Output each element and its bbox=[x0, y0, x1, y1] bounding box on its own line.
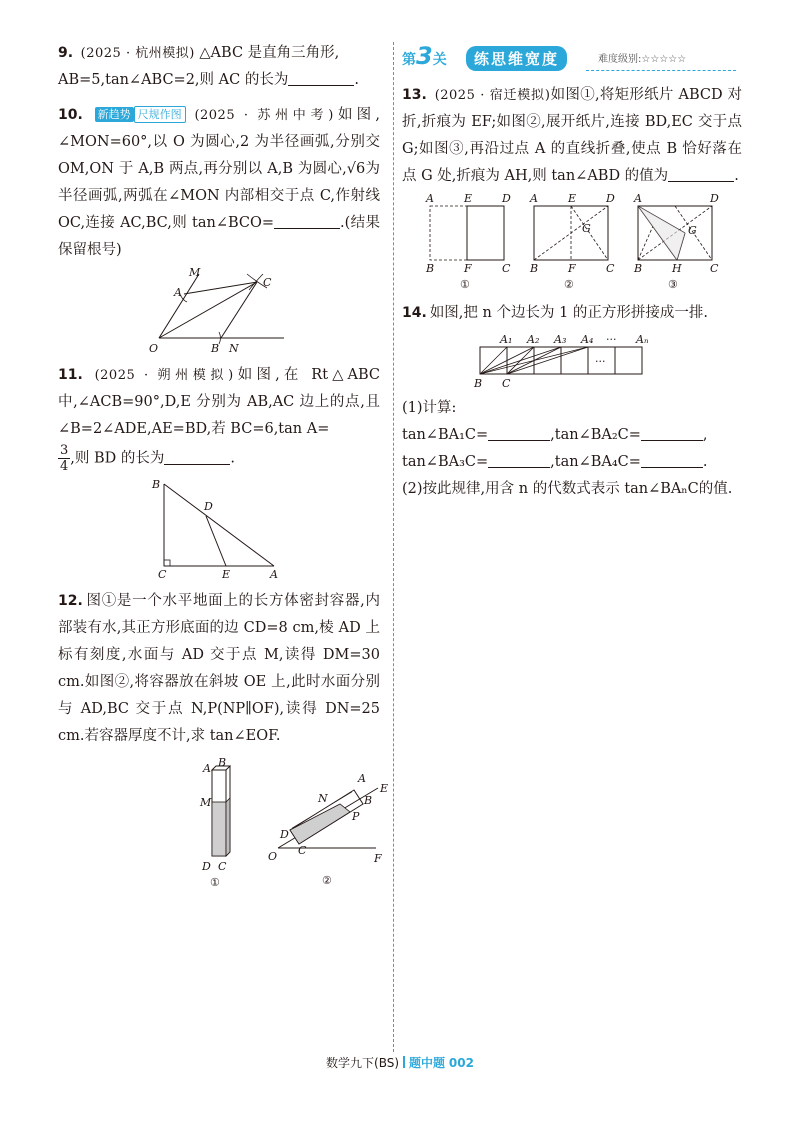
problem-text: 如图, bbox=[333, 107, 380, 123]
left-column bbox=[58, 40, 388, 904]
label-O: O bbox=[268, 850, 278, 863]
label-G: G bbox=[582, 222, 591, 235]
label-C: C bbox=[502, 377, 511, 390]
problem-text: 如图,把 n 个边长为 1 的正方形拼接成一排. bbox=[429, 305, 709, 321]
label-A4: A₄ bbox=[581, 333, 594, 346]
figure-caption: ① bbox=[460, 278, 470, 291]
problem-text: AB=5,tan∠ABC=2,则 AC 的长为 bbox=[58, 72, 289, 88]
figure-caption: ② bbox=[322, 874, 332, 887]
label-B: B bbox=[364, 794, 373, 807]
label-B: B bbox=[634, 262, 643, 275]
problem-text: 图①是一个水平地面上的长方体密封容器,内部装有水,其正方形底面的边 CD=8 cm,棱 AD 上标有刻度,水面与 AD 交于点 M,读得 DM=30 cm.如图②,将容器放在斜坡 OE 上,此时水面分别与 AD,BC 交于点 N,P(NP∥OF),读得 DN=25 cm.若容器厚度不计,求 tan∠EOF. bbox=[58, 593, 380, 744]
label-A: A bbox=[358, 772, 366, 785]
problem-14 bbox=[402, 300, 742, 503]
label-B: B bbox=[426, 262, 435, 275]
calc-text: ,tan∠BA₂C= bbox=[550, 427, 641, 443]
figure-caption: ① bbox=[210, 876, 220, 888]
label-B: B bbox=[152, 478, 161, 491]
figure-container-upright bbox=[198, 758, 244, 888]
label-A: A bbox=[174, 286, 182, 299]
section-title: 练思维宽度 bbox=[466, 46, 567, 71]
label-D: D bbox=[280, 828, 289, 841]
calc-text: tan∠BA₃C= bbox=[402, 454, 489, 470]
label-A: A bbox=[203, 762, 211, 775]
problem-number: 11. bbox=[58, 367, 83, 383]
label-D: D bbox=[202, 860, 211, 873]
figure-caption: ③ bbox=[668, 278, 678, 291]
figure-group bbox=[58, 758, 388, 896]
label-N: N bbox=[318, 792, 328, 805]
label-A: A bbox=[426, 192, 434, 205]
label-A: A bbox=[270, 568, 278, 580]
part-label: (1)计算: bbox=[402, 400, 457, 416]
label-D: D bbox=[502, 192, 511, 205]
problem-text: △ABC 是直角三角形, bbox=[199, 45, 340, 61]
stage-number: 3 bbox=[416, 42, 433, 70]
answer-blank[interactable] bbox=[164, 449, 230, 465]
fraction-denominator: 4 bbox=[60, 459, 69, 474]
figure-square-row bbox=[472, 329, 672, 395]
answer-blank[interactable] bbox=[668, 166, 734, 182]
problem-source: (2025 · 宿迁模拟) bbox=[434, 88, 551, 103]
sub-question-1 bbox=[402, 395, 742, 476]
problem-10 bbox=[58, 102, 380, 354]
label-E: E bbox=[380, 782, 388, 795]
figure-container-slope bbox=[268, 766, 388, 890]
page-number: 002 bbox=[448, 1056, 474, 1070]
problem-12 bbox=[58, 588, 388, 896]
label-A: A bbox=[634, 192, 642, 205]
label-F: F bbox=[374, 852, 382, 865]
problem-13 bbox=[402, 82, 742, 292]
problem-source: (2025 · 朔州模拟) bbox=[94, 368, 234, 383]
problem-number: 10. bbox=[58, 107, 83, 123]
difficulty-stars: ☆☆☆☆☆ bbox=[641, 54, 687, 65]
label-E: E bbox=[222, 568, 231, 580]
calc-text: tan∠BA₁C= bbox=[402, 427, 489, 443]
answer-blank[interactable] bbox=[641, 425, 703, 441]
calc-text: , bbox=[702, 427, 708, 443]
label-B: B bbox=[211, 342, 220, 354]
problem-number: 14. bbox=[402, 305, 427, 321]
label-B: B bbox=[218, 758, 227, 769]
answer-blank[interactable] bbox=[488, 425, 550, 441]
calc-text: ,tan∠BA₄C= bbox=[550, 454, 641, 470]
right-column bbox=[402, 40, 742, 511]
problem-text: ,则 BD 的长为 bbox=[70, 450, 165, 467]
label-N: N bbox=[229, 342, 239, 354]
figure-folding-rectangles bbox=[422, 192, 722, 292]
figure-right-triangle bbox=[144, 476, 294, 580]
label-D: D bbox=[204, 500, 213, 513]
label-G: G bbox=[688, 224, 697, 237]
problem-text: 为半径画弧,两弧在∠MON 内部相交于点 C,作射线 OC,连接 AC,BC,则 tan∠BCO= bbox=[58, 161, 381, 231]
difficulty-label: 难度级别: bbox=[598, 54, 642, 65]
category-tag: 尺规作图 bbox=[134, 106, 186, 123]
problem-source: (2025 · 苏州中考) bbox=[194, 108, 334, 123]
label-An: Aₙ bbox=[636, 333, 649, 346]
problem-9 bbox=[58, 40, 380, 94]
stage-label bbox=[402, 42, 447, 70]
problem-text: .(结果保留根号) bbox=[58, 215, 380, 258]
header-divider bbox=[586, 70, 736, 71]
label-E: E bbox=[568, 192, 577, 205]
problem-number: 12. bbox=[58, 593, 83, 609]
label-D: D bbox=[710, 192, 719, 205]
label-O: O bbox=[149, 342, 159, 354]
answer-blank[interactable] bbox=[488, 452, 550, 468]
label-A1: A₁ bbox=[500, 333, 513, 346]
answer-blank[interactable] bbox=[641, 452, 703, 468]
part-text: (2)按此规律,用含 n 的代数式表示 tan∠BAₙC的值. bbox=[402, 481, 733, 497]
label-E: E bbox=[464, 192, 473, 205]
trend-tag: 新趋势 bbox=[95, 107, 134, 122]
label-C: C bbox=[502, 262, 511, 275]
problem-text: . bbox=[734, 168, 739, 184]
stage-suffix: 关 bbox=[432, 52, 447, 68]
label-ellipsis: ··· bbox=[606, 333, 617, 346]
label-F: F bbox=[464, 262, 472, 275]
label-C: C bbox=[218, 860, 227, 873]
label-C: C bbox=[710, 262, 719, 275]
page-footer bbox=[0, 1054, 800, 1071]
problem-text: ∠MON=60°,以 O 为圆心,2 为半径画弧,分别交 OM,ON 于 A,B 两点,再分别以 A,B 为圆心, bbox=[58, 134, 380, 177]
sub-question-2 bbox=[402, 476, 742, 503]
section-name: 题中题 bbox=[409, 1056, 446, 1070]
label-B: B bbox=[474, 377, 483, 390]
label-M: M bbox=[200, 796, 212, 809]
label-F: F bbox=[568, 262, 576, 275]
problem-text: 如图,在 Rt△ABC 中,∠ACB=90°,D,E 分别为 AB,AC 边上的点,且∠B=2∠ADE,AE=BD,若 BC=6,tan A= bbox=[58, 367, 380, 437]
label-P: P bbox=[352, 810, 360, 823]
label-A3: A₃ bbox=[554, 333, 567, 346]
label-C: C bbox=[606, 262, 615, 275]
sqrt-expression: √6 bbox=[346, 161, 366, 177]
label-B: B bbox=[530, 262, 539, 275]
section-header bbox=[402, 40, 742, 76]
book-title: 数学九下(BS) bbox=[326, 1056, 400, 1070]
column-divider bbox=[393, 42, 394, 1052]
problem-number: 9. bbox=[58, 45, 74, 61]
label-C: C bbox=[263, 276, 272, 289]
footer-separator bbox=[403, 1056, 405, 1068]
problem-source: (2025 · 杭州模拟) bbox=[80, 46, 195, 61]
fraction-numerator: 3 bbox=[60, 443, 69, 458]
label-C: C bbox=[158, 568, 167, 580]
calc-text: . bbox=[702, 454, 708, 470]
difficulty bbox=[598, 50, 686, 65]
problem-11 bbox=[58, 362, 380, 580]
problem-number: 13. bbox=[402, 87, 427, 103]
figure-caption: ② bbox=[564, 278, 574, 291]
label-A2: A₂ bbox=[527, 333, 540, 346]
cell-ellipsis: ··· bbox=[595, 355, 606, 368]
label-D: D bbox=[606, 192, 615, 205]
label-A: A bbox=[530, 192, 538, 205]
label-H: H bbox=[672, 262, 682, 275]
label-M: M bbox=[189, 266, 201, 279]
answer-blank[interactable] bbox=[288, 70, 354, 86]
figure-angle-construction bbox=[149, 266, 289, 354]
label-C: C bbox=[298, 844, 307, 857]
fraction bbox=[58, 443, 70, 474]
problem-text: . bbox=[230, 450, 235, 467]
stage-prefix: 第 bbox=[402, 52, 416, 68]
problem-text: 如图①,将矩形纸片 ABCD 对折,折痕为 EF;如图②,展开纸片,连接 BD,EC 交于点 G;如图③,再沿过点 A 的直线折叠,使点 B 恰好落在点 G 处,折痕为 AH,则 tan∠ABD 的值为 bbox=[402, 87, 743, 184]
answer-blank[interactable] bbox=[274, 213, 340, 229]
problem-text: . bbox=[354, 72, 359, 88]
